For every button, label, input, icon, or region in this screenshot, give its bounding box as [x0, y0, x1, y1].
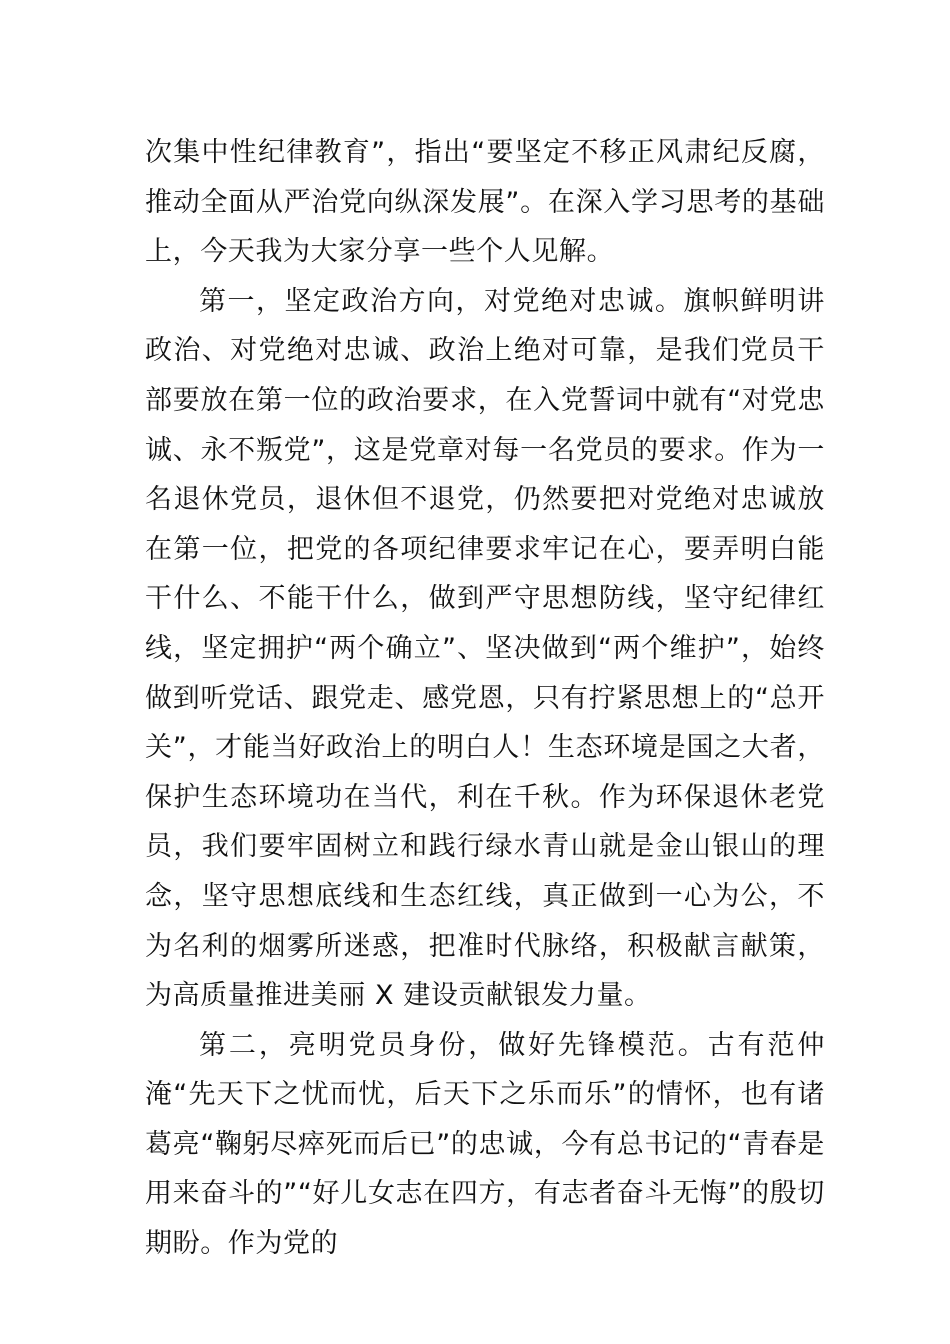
paragraph-point-two: 第二，亮明党员身份，做好先锋模范。古有范仲淹“先天下之忧而忧，后天下之乐而乐”的情怀，也有诸葛亮“鞠躬尽瘁死而后已”的忠诚，今有总书记的“青春是用来奋斗的”“好儿女志在四方，有志者奋斗无悔”的殷切期盼。作为党的 — [145, 1029, 825, 1260]
paragraph-point-one: 第一，坚定政治方向，对党绝对忠诚。旗帜鲜明讲政治、对党绝对忠诚、政治上绝对可靠，是我们党员干部要放在第一位的政治要求，在入党誓词中就有“对党忠诚、永不叛党”，这是党章对每一名党员的要求。作为一名退休党员，退休但不退党，仍然要把对党绝对忠诚放在第一位，把党的各项纪律要求牢记在心，要弄明白能干什么、不能干什么，做到严守思想防线，坚守纪律红线，坚定拥护“两个确立”、坚决做到“两个维护”，始终做到听党话、跟党走、感党恩，只有拧紧思想上的“总开关”，才能当好政治上的明白人！生态环境是国之大者，保护生态环境功在当代，利在千秋。作为环保退休老党员，我们要牢固树立和践行绿水青山就是金山银山的理念，坚守思想底线和生态红线，真正做到一心为公，不为名利的烟雾所迷惑，把准时代脉络，积极献言献策，为高质量推进美丽 X 建设贡献银发力量。 — [145, 285, 825, 1012]
document-body — [145, 128, 825, 1269]
paragraph-intro-continuation: 次集中性纪律教育”，指出“要坚定不移正风肃纪反腐，推动全面从严治党向纵深发展”。在深入学习思考的基础上，今天我为大家分享一些个人见解。 — [145, 137, 825, 268]
